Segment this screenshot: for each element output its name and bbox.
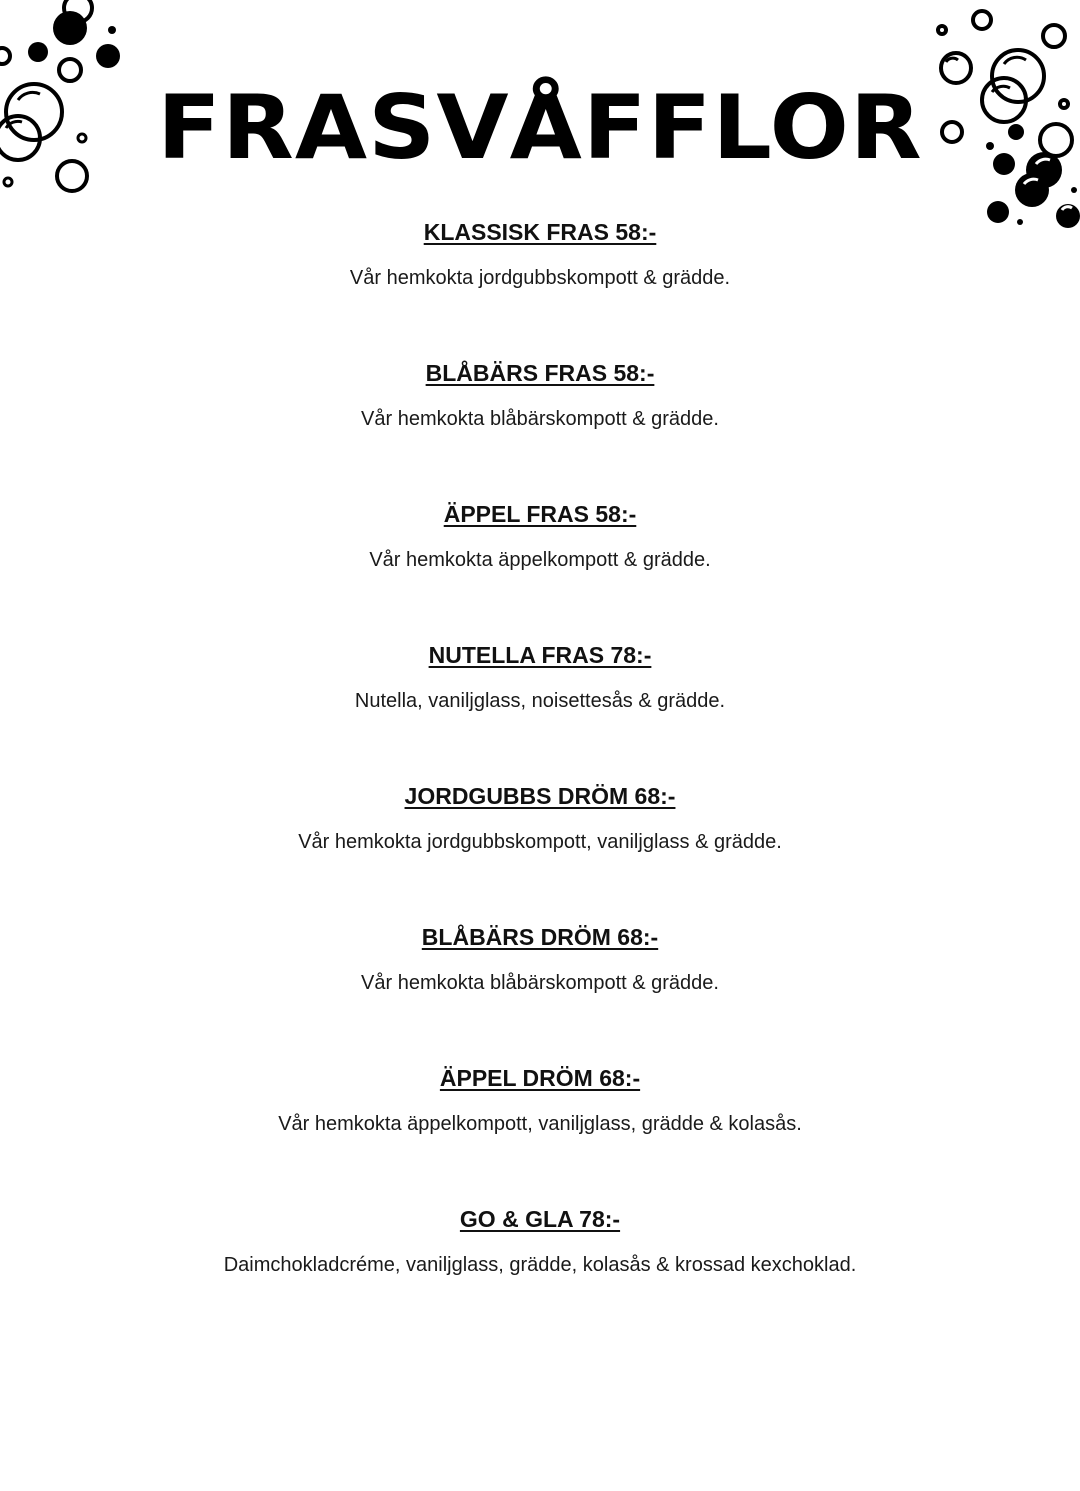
menu-item-name: GO & GLA 78:- (459, 1206, 621, 1232)
menu-item-name: BLÅBÄRS DRÖM 68:- (421, 924, 659, 950)
menu-item-description: Vår hemkokta blåbärskompott & grädde. (361, 972, 719, 994)
menu-list (0, 216, 1080, 1344)
menu-item (0, 498, 1080, 639)
menu-item-name: NUTELLA FRAS 78:- (428, 642, 652, 668)
menu-item-name: KLASSISK FRAS 58:- (423, 219, 657, 245)
menu-item-description: Vår hemkokta jordgubbskompott, vaniljglass & grädde. (298, 831, 782, 853)
menu-item (0, 780, 1080, 921)
menu-item-description: Nutella, vaniljglass, noisettesås & grädde. (354, 690, 726, 712)
menu-item-name: JORDGUBBS DRÖM 68:- (404, 783, 676, 809)
menu-item (0, 639, 1080, 780)
menu-item (0, 357, 1080, 498)
menu-item-description: Vår hemkokta jordgubbskompott & grädde. (349, 267, 731, 289)
menu-item (0, 921, 1080, 1062)
menu-item (0, 1062, 1080, 1203)
menu-title: FRASVÅFFLOR (157, 76, 923, 179)
menu-item-description: Daimchokladcréme, vaniljglass, grädde, kolasås & krossad kexchoklad. (223, 1254, 857, 1276)
menu-item-description: Vår hemkokta äppelkompott & grädde. (369, 549, 711, 571)
menu-item-description: Vår hemkokta blåbärskompott & grädde. (361, 408, 719, 430)
menu-item-name: ÄPPEL FRAS 58:- (443, 501, 637, 527)
menu-item-name: BLÅBÄRS FRAS 58:- (425, 360, 655, 386)
menu-item (0, 216, 1080, 357)
menu-item-name: ÄPPEL DRÖM 68:- (439, 1065, 641, 1091)
menu-item (0, 1203, 1080, 1344)
menu-item-description: Vår hemkokta äppelkompott, vaniljglass, grädde & kolasås. (278, 1113, 802, 1135)
